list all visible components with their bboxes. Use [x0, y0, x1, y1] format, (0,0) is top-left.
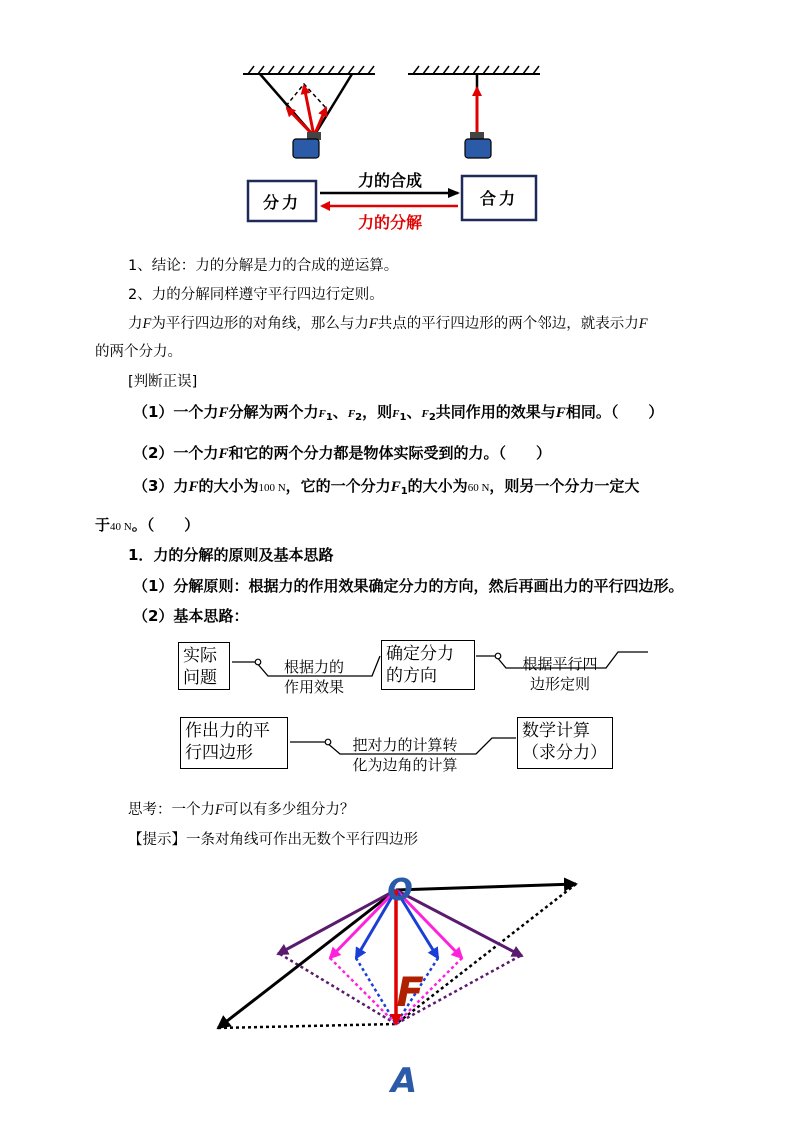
section-approach: （2）基本思路： — [133, 607, 249, 625]
symbol-F: F — [218, 446, 229, 462]
value-40N: 40 N — [110, 521, 132, 533]
text: （2）一个力 — [133, 444, 219, 462]
flow-box-math-calculation — [517, 717, 613, 769]
text: 实际 — [183, 646, 217, 666]
judge-q3 — [133, 476, 639, 502]
text: （1）一个力 — [133, 403, 219, 421]
text: 的大小为 — [407, 477, 468, 495]
section-principle: （1）分解原则：根据力的作用效果确定分力的方向，然后再画出力的平行四边形。 — [133, 577, 684, 595]
text: 的方向 — [386, 666, 437, 686]
text: 根据平行四 — [522, 655, 598, 673]
text: 和它的两个分力都是物体实际受到的力。（ ） — [228, 444, 551, 462]
subscript: 2 — [355, 412, 363, 423]
right-weight — [465, 132, 491, 158]
text: 可以有多少组分力？ — [223, 802, 355, 818]
text: 力 — [128, 316, 143, 332]
symbol-F: F — [555, 405, 566, 421]
text: 分解为两个力 — [228, 403, 319, 421]
text: 为平行四边形的对角线，那么与力 — [151, 316, 369, 332]
text: 的大小为 — [198, 477, 259, 495]
text: 数学计算 — [522, 721, 590, 741]
parallelogram-diagram — [0, 860, 794, 1123]
component-arrow-right — [314, 108, 326, 136]
text: 相同。（ ） — [565, 403, 664, 421]
component-box-label: 分力 — [262, 193, 301, 212]
text: （3）力 — [133, 477, 189, 495]
symbol-F1: F — [390, 479, 401, 495]
symbol-F1: F — [318, 408, 326, 420]
paragraph-line-1 — [128, 314, 648, 334]
text: 把对力的计算转 — [352, 736, 458, 754]
right-string — [314, 74, 352, 136]
judge-q3-cont — [95, 515, 199, 537]
symbol-F2: F — [347, 408, 356, 420]
text: 问题 — [183, 668, 217, 688]
symbol-F: F — [142, 316, 152, 332]
point-A-label: A — [390, 1061, 418, 1101]
flow-box-actual-problem — [178, 642, 230, 690]
symbol-F: F — [218, 405, 229, 421]
subscript: 1 — [400, 486, 408, 497]
judge-q1 — [133, 402, 663, 428]
text: 共点的平行四边形的两个邻边，就表示力 — [377, 316, 639, 332]
point-O-label: O — [387, 873, 413, 908]
subscript: 2 — [428, 412, 436, 423]
text: ，则另一个分力一定大 — [489, 477, 640, 495]
text: 共同作用的效果与 — [435, 403, 556, 421]
text: ，则 — [362, 403, 393, 421]
value-60N: 60 N — [467, 482, 490, 494]
text: 化为边角的计算 — [352, 756, 458, 774]
flow-box-component-direction — [381, 640, 475, 690]
text: 根据力的 — [283, 658, 344, 676]
conclusion-2: 2、力的分解同样遵守平行四边行定则。 — [128, 287, 384, 303]
text: 思考：一个力 — [128, 802, 215, 818]
paragraph-line-2: 的两个分力。 — [95, 344, 182, 360]
symbol-F2: F — [421, 408, 429, 420]
value-100N: 100 N — [258, 482, 286, 494]
subscript: 1 — [325, 412, 333, 423]
text: 于 — [95, 516, 111, 534]
left-weight — [293, 132, 321, 158]
section-title: 1．力的分解的原则及基本思路 — [128, 546, 334, 564]
resultant-box-label: 合力 — [479, 189, 518, 208]
subscript: 1 — [399, 412, 407, 423]
text: （求分力） — [522, 743, 607, 763]
text: 边形定则 — [529, 675, 590, 693]
text: 确定分力 — [386, 644, 454, 664]
text: ，它的一个分力 — [285, 477, 391, 495]
text: 、 — [406, 403, 422, 421]
decomposition-label: 力的分解 — [357, 213, 422, 232]
text: 行四边形 — [185, 743, 253, 763]
symbol-F1: F — [392, 408, 400, 420]
composition-diagram — [0, 0, 794, 240]
flow-box-draw-parallelogram — [180, 717, 288, 769]
symbol-F: F — [638, 316, 648, 332]
think-question — [128, 800, 354, 820]
symbol-F: F — [188, 479, 199, 495]
flow-label-calculation — [330, 735, 480, 775]
conclusion-1: 1、结论：力的分解是力的合成的逆运算。 — [128, 258, 399, 274]
right-ceiling — [408, 66, 540, 74]
composition-label: 力的合成 — [357, 171, 422, 190]
text: 作用效果 — [283, 678, 344, 696]
think-hint: 【提示】一条对角线可作出无数个平行四边形 — [128, 832, 418, 848]
left-ceiling — [243, 66, 375, 74]
flow-label-parallelogram-rule — [508, 654, 612, 694]
text: 。（ ） — [131, 516, 200, 534]
flow-label-effect — [262, 657, 366, 697]
black-component-right — [396, 884, 576, 890]
text: 、 — [332, 403, 348, 421]
symbol-F: F — [215, 802, 224, 818]
judge-heading: [判断正误] — [128, 374, 198, 390]
judge-q2 — [133, 443, 551, 464]
text: 作出力的平 — [185, 721, 270, 741]
force-F-label: F — [396, 970, 424, 1016]
symbol-F: F — [368, 316, 378, 332]
